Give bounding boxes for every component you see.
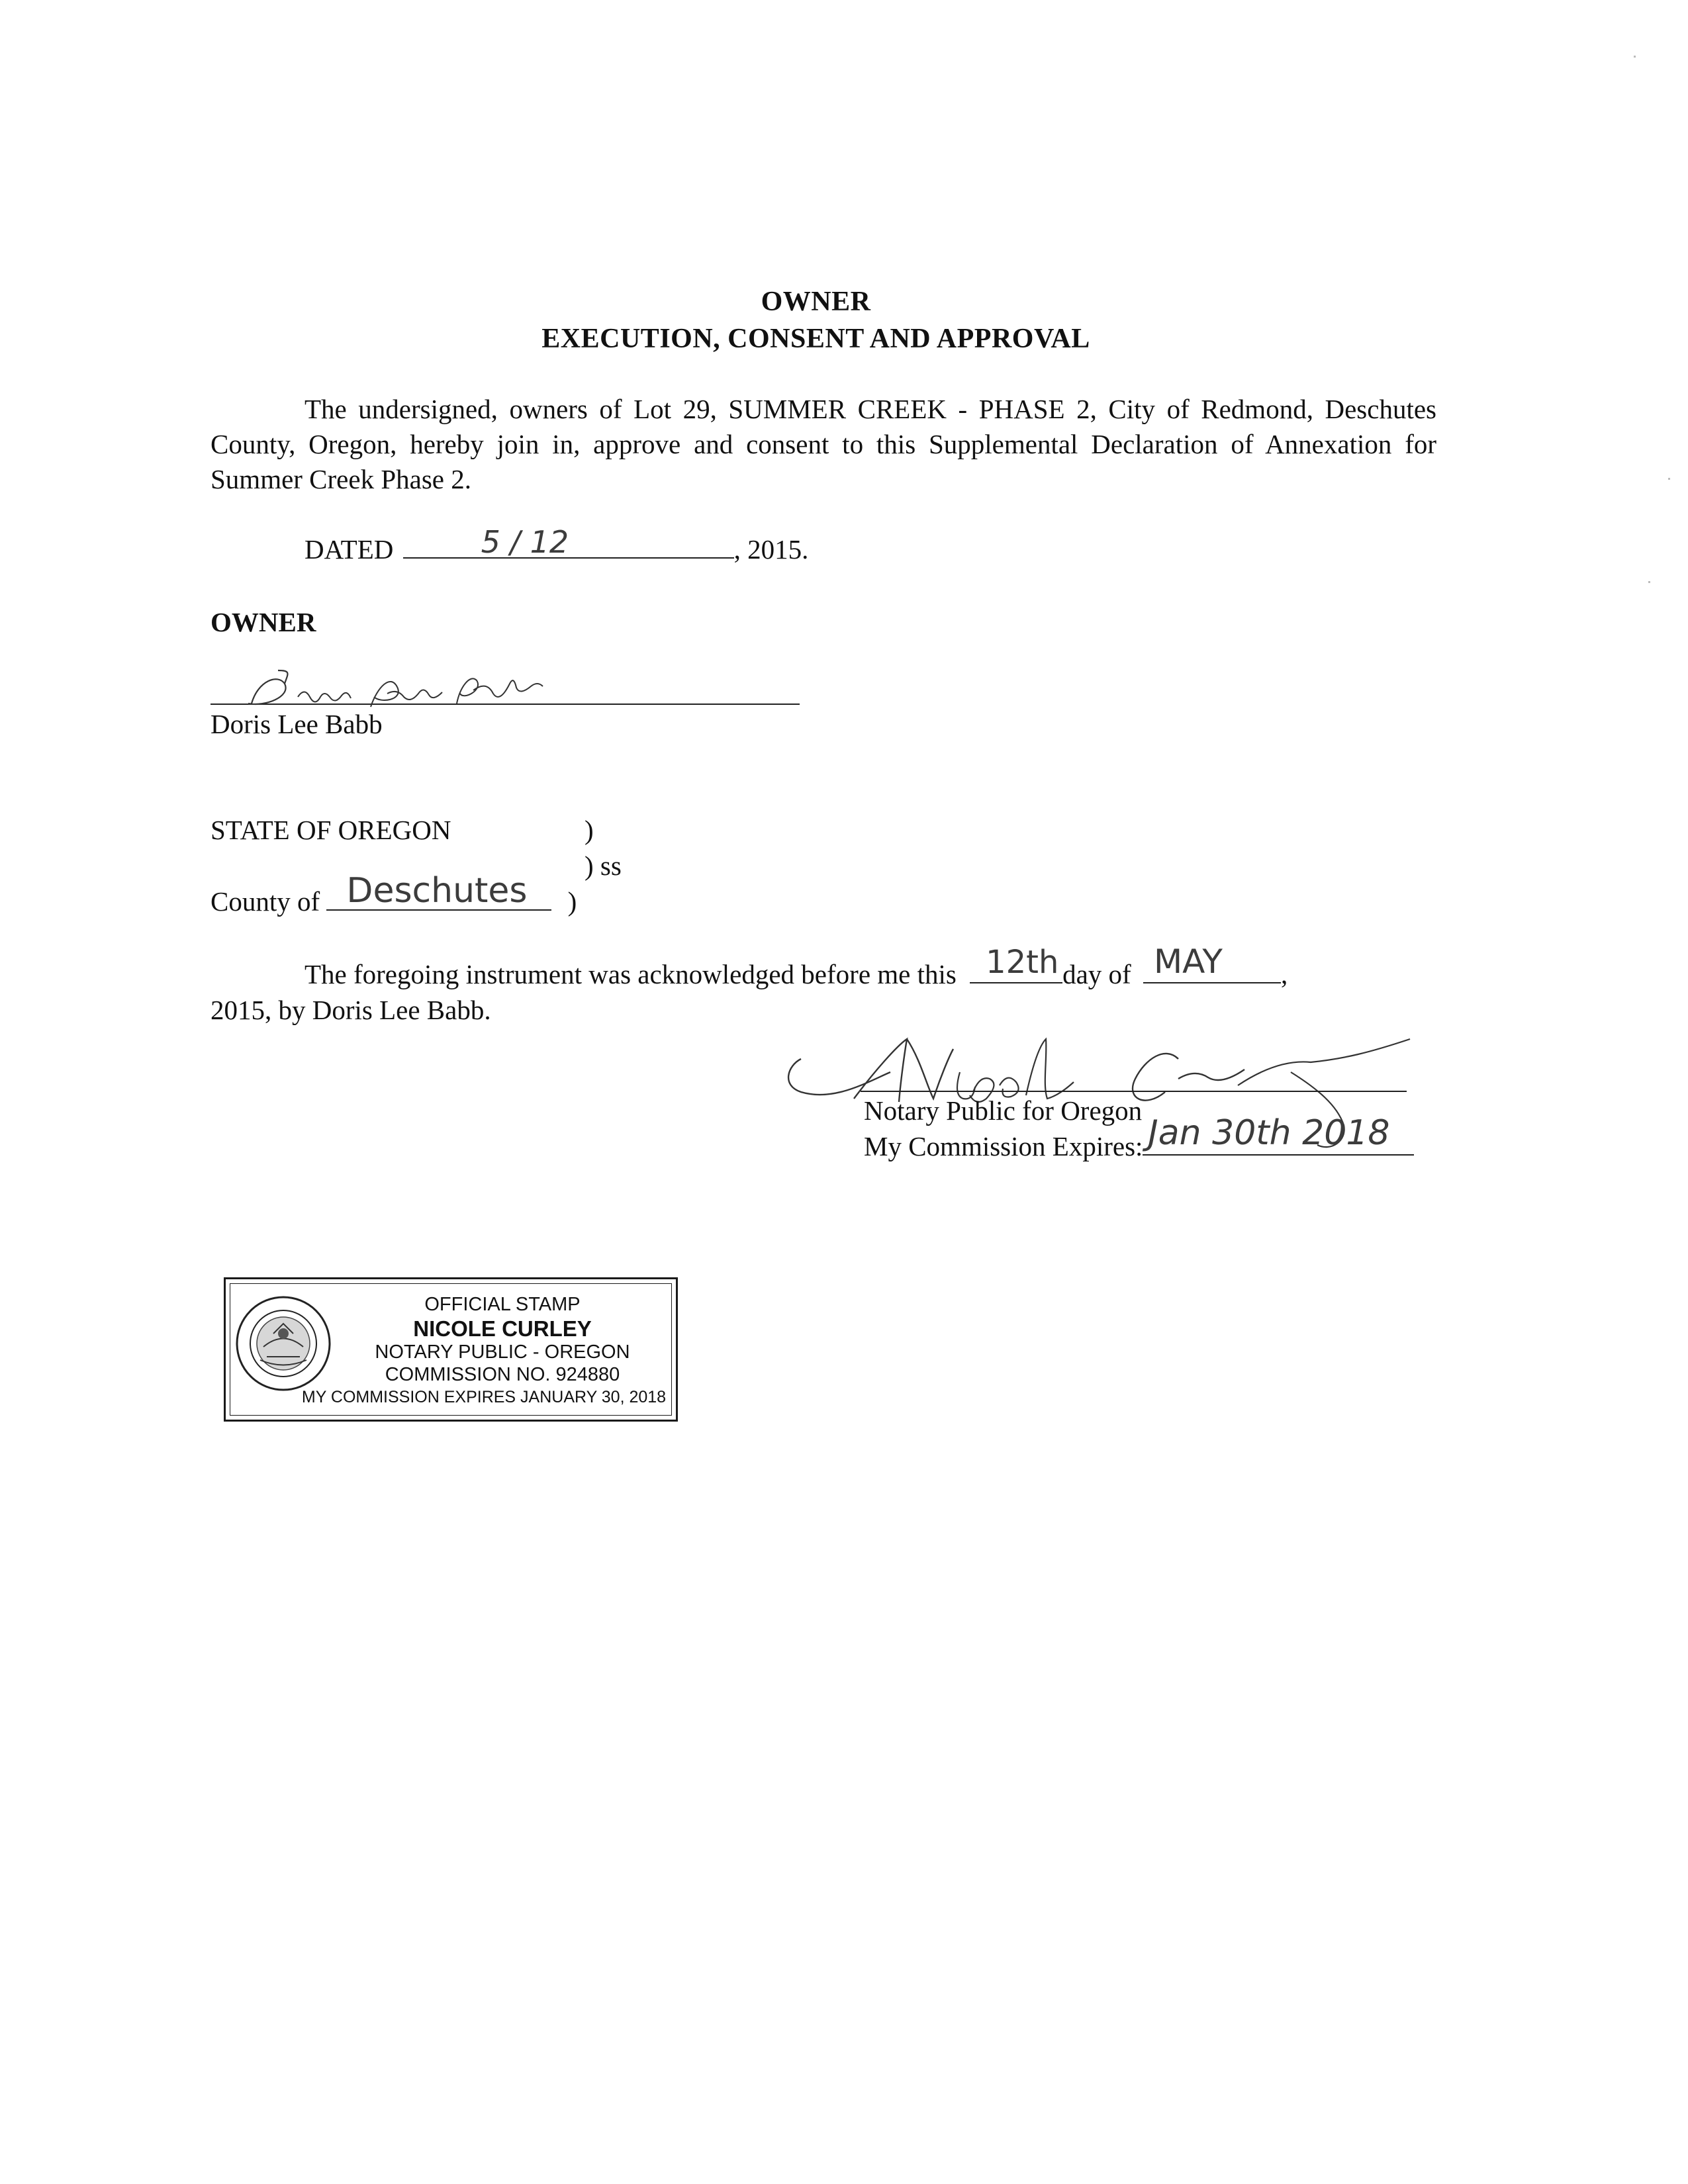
acknowledgment-line-2: 2015, by Doris Lee Babb.	[211, 995, 491, 1025]
page-title-owner: OWNER	[761, 287, 871, 317]
acknowledgment-line	[305, 942, 1423, 990]
venue-paren-1: )	[585, 815, 594, 845]
stamp-commission-no: COMMISSION NO. 924880	[385, 1364, 620, 1385]
notary-signature-line	[861, 1091, 1407, 1092]
stamp-line-1: OFFICIAL STAMP	[424, 1294, 581, 1315]
dated-year: , 2015.	[733, 534, 809, 565]
handwritten-day: 12th	[986, 944, 1059, 981]
handwritten-county: Deschutes	[346, 871, 528, 911]
commission-expires-blank	[1143, 1113, 1414, 1156]
handwritten-date: 5 / 12	[481, 524, 569, 560]
scan-mark	[1648, 581, 1650, 583]
state-of-oregon: STATE OF OREGON	[211, 815, 451, 845]
state-seal-icon	[234, 1294, 333, 1393]
stamp-line-3: NOTARY PUBLIC - OREGON	[375, 1342, 630, 1363]
commission-expires-label: My Commission Expires:	[864, 1131, 1143, 1161]
page-subtitle: EXECUTION, CONSENT AND APPROVAL	[541, 324, 1090, 354]
commission-expires-line	[864, 1113, 1414, 1162]
county-blank	[326, 871, 551, 911]
month-blank	[1143, 942, 1281, 983]
ack-prefix: The foregoing instrument was acknowledged before me this	[305, 959, 957, 989]
consent-paragraph: The undersigned, owners of Lot 29, SUMMER CREEK - PHASE 2, City of Redmond, Deschutes County, Oregon, hereby join in, approve and consent to this Supplemental Declaration of Annexation for Summer Creek Phase 2.	[211, 394, 1436, 494]
venue-paren-ss: ) ss	[585, 850, 622, 881]
owner-signature-image	[238, 667, 583, 713]
scan-mark	[1634, 56, 1636, 58]
ack-day-of: day of	[1062, 959, 1131, 989]
dated-blank	[403, 524, 734, 560]
day-blank	[970, 944, 1062, 983]
venue-paren-3: )	[567, 886, 577, 917]
dated-line	[305, 524, 809, 565]
county-line	[211, 871, 577, 917]
handwritten-month: MAY	[1153, 942, 1223, 981]
owner-heading: OWNER	[211, 607, 316, 637]
dated-label: DATED	[305, 534, 394, 565]
stamp-notary-name: NICOLE CURLEY	[413, 1316, 592, 1341]
ack-comma: ,	[1280, 959, 1288, 989]
handwritten-expiration: Jan 30th 2018	[1148, 1113, 1390, 1153]
stamp-expiration: MY COMMISSION EXPIRES JANUARY 30, 2018	[301, 1388, 667, 1406]
official-stamp	[224, 1277, 678, 1422]
county-label: County of	[211, 886, 320, 917]
notary-title: Notary Public for Oregon	[864, 1095, 1143, 1126]
owner-printed-name: Doris Lee Babb	[211, 709, 383, 739]
scan-mark	[1668, 478, 1670, 480]
